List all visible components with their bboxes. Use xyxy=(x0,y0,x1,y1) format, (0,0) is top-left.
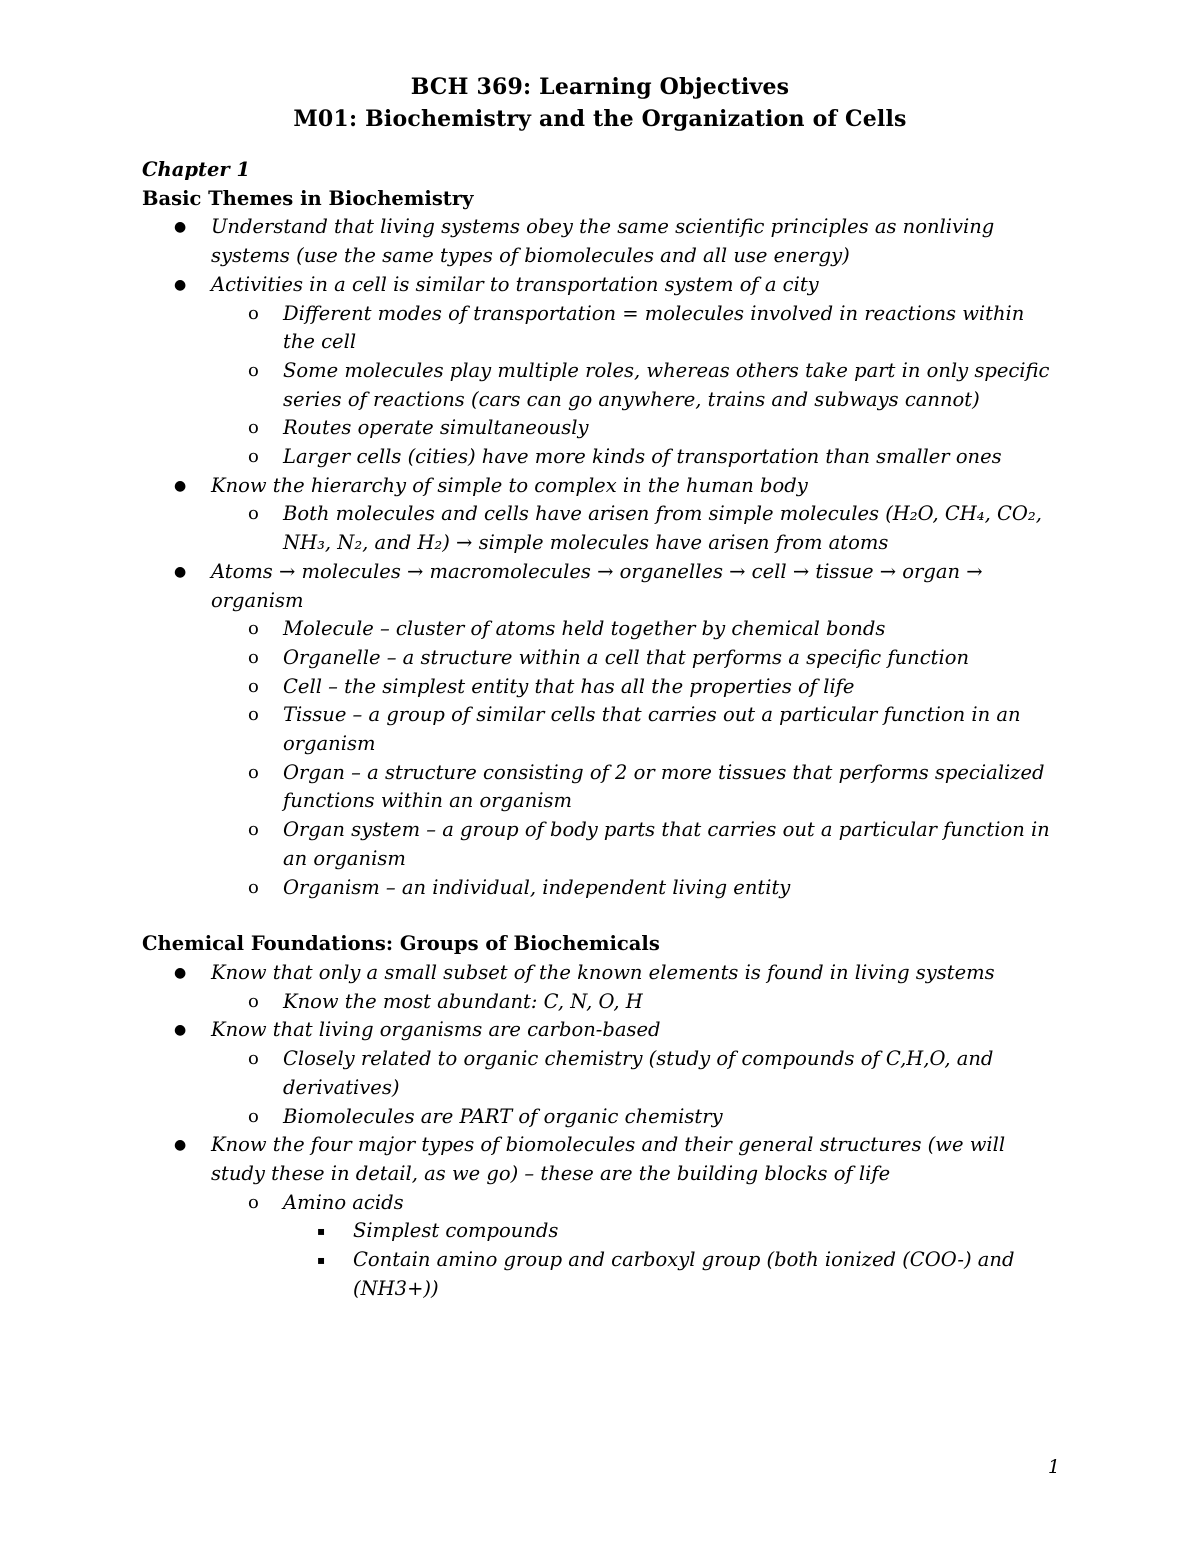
list-item-text: Tissue – a group of similar cells that carries out a particular function in an organism xyxy=(283,703,1021,756)
bullet-icon: ● xyxy=(174,1137,187,1154)
list-item-text: Organ system – a group of body parts that carries out a particular function in an organism xyxy=(283,818,1050,870)
list-item-text: Both molecules and cells have arisen from simple molecules (H₂O, CH₄, CO₂, NH₃, N₂, and H₂) → simple molecules have arisen from atoms xyxy=(283,502,1042,555)
list-item-level-1 xyxy=(142,271,1062,300)
list-item-text: Know the hierarchy of simple to complex in the human body xyxy=(211,473,808,497)
list-item-level-2 xyxy=(142,500,1062,557)
section-heading: Basic Themes in Biochemistry xyxy=(142,186,474,210)
list-item-text: Know the four major types of biomolecules and their general structures (we will study these in detail, as we go) – these are the building blocks of life xyxy=(211,1133,1006,1185)
bullet-icon: ▪ xyxy=(317,1224,326,1239)
list-item-text: Larger cells (cities) have more kinds of transportation than smaller ones xyxy=(283,445,1002,469)
bullet-icon: ● xyxy=(174,477,187,494)
list-item-text: Routes operate simultaneously xyxy=(283,416,589,440)
bullet-icon: ● xyxy=(174,1022,187,1039)
list-item-level-2 xyxy=(142,988,1062,1017)
list-item-text: Cell – the simplest entity that has all the properties of life xyxy=(283,674,855,698)
list-item-text: Organelle – a structure within a cell that performs a specific function xyxy=(283,645,970,669)
bullet-icon: o xyxy=(248,446,259,468)
bullet-icon: o xyxy=(248,990,259,1012)
list-item-text: Know that living organisms are carbon-based xyxy=(211,1018,661,1042)
list-item-text: Some molecules play multiple roles, whereas others take part in only specific series of reactions (cars can go anywhere, trains and subways cannot) xyxy=(283,358,1050,411)
bullet-icon: o xyxy=(248,1048,259,1070)
bullet-icon: o xyxy=(248,302,259,324)
chapter-label: Chapter 1 xyxy=(142,158,251,181)
document-subtitle: M01: Biochemistry and the Organization of Cells xyxy=(293,106,907,132)
list-item-level-2 xyxy=(142,443,1062,472)
list-item-level-3 xyxy=(142,1246,1062,1303)
section-spacer xyxy=(142,902,1062,930)
bullet-icon: o xyxy=(248,646,259,668)
bullet-icon: o xyxy=(248,876,259,898)
list-item-level-2 xyxy=(142,414,1062,443)
bullet-icon: ● xyxy=(174,219,187,236)
list-item-level-2 xyxy=(142,644,1062,673)
list-item-level-1 xyxy=(142,558,1062,615)
bullet-icon: o xyxy=(248,417,259,439)
list-item-text: Contain amino group and carboxyl group (both ionized (COO-) and (NH3+)) xyxy=(353,1248,1015,1300)
list-item-level-2 xyxy=(142,1189,1062,1218)
list-item-level-2 xyxy=(142,300,1062,357)
bullet-icon: o xyxy=(248,819,259,841)
list-item-level-2 xyxy=(142,673,1062,702)
list-item-text: Know the most abundant: C, N, O, H xyxy=(283,989,643,1013)
bullet-icon: o xyxy=(248,761,259,783)
list-item-level-3 xyxy=(142,1217,1062,1246)
list-item-text: Different modes of transportation = molecules involved in reactions within the cell xyxy=(283,301,1025,354)
list-item-level-2 xyxy=(142,759,1062,816)
list-item-text: Molecule – cluster of atoms held together by chemical bonds xyxy=(283,617,886,641)
bullet-icon: o xyxy=(248,675,259,697)
bullet-icon: o xyxy=(248,618,259,640)
page-number: 1 xyxy=(1047,1456,1060,1478)
list-item-text: Atoms → molecules → macromolecules → organelles → cell → tissue → organ → organism xyxy=(211,559,983,612)
list-item-level-2 xyxy=(142,816,1062,873)
list-item-level-1 xyxy=(142,959,1062,988)
list-item-level-1 xyxy=(142,1131,1062,1188)
bullet-icon: o xyxy=(248,359,259,381)
list-item-level-2 xyxy=(142,1045,1062,1102)
bullet-icon: ● xyxy=(174,964,187,981)
list-item-level-2 xyxy=(142,1103,1062,1132)
list-item-text: Organism – an individual, independent living entity xyxy=(283,875,791,899)
bullet-icon: ▪ xyxy=(317,1253,326,1268)
list-item-text: Simplest compounds xyxy=(353,1219,559,1243)
list-item-text: Know that only a small subset of the known elements is found in living systems xyxy=(211,960,995,984)
bullet-icon: o xyxy=(248,704,259,726)
list-item-level-2 xyxy=(142,615,1062,644)
list-item-level-1 xyxy=(142,1016,1062,1045)
bullet-icon: ● xyxy=(174,563,187,580)
list-item-text: Activities in a cell is similar to transportation system of a city xyxy=(211,272,819,296)
list-item-level-2 xyxy=(142,701,1062,758)
list-item-level-1 xyxy=(142,213,1062,270)
list-item-text: Biomolecules are PART of organic chemistry xyxy=(283,1104,723,1128)
document-body xyxy=(142,156,1062,1303)
list-item-text: Organ – a structure consisting of 2 or more tissues that performs specialized functions within an organism xyxy=(283,760,1045,813)
list-item-text: Closely related to organic chemistry (study of compounds of C,H,O, and derivatives) xyxy=(283,1047,994,1099)
bullet-icon: o xyxy=(248,1191,259,1213)
list-item-text: Amino acids xyxy=(283,1190,404,1214)
list-item-level-1 xyxy=(142,472,1062,501)
list-item-level-2 xyxy=(142,874,1062,903)
section-heading: Chemical Foundations: Groups of Biochemicals xyxy=(142,932,660,956)
document-title: BCH 369: Learning Objectives xyxy=(410,74,790,100)
bullet-icon: o xyxy=(248,503,259,525)
bullet-icon: o xyxy=(248,1105,259,1127)
list-item-level-2 xyxy=(142,357,1062,414)
list-item-text: Understand that living systems obey the same scientific principles as nonliving systems (use the same types of biomolecules and all use energy) xyxy=(211,215,995,268)
bullet-icon: ● xyxy=(174,276,187,293)
